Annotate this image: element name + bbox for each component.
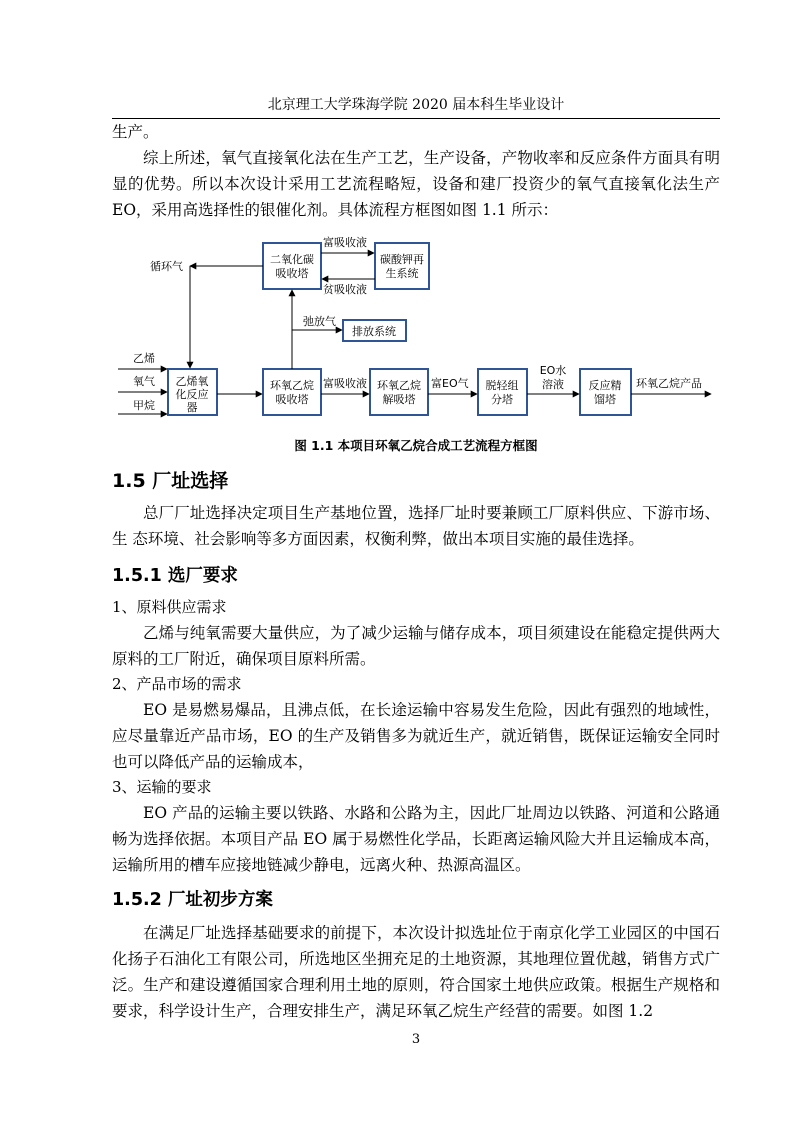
item-3-title: 3、运输的要求 [112, 778, 212, 796]
reactor-label-1: 乙烯氧 [175, 375, 209, 388]
item-2-title: 2、产品市场的需求 [112, 675, 242, 693]
item-2-paragraph: EO 是易燃易爆品，且沸点低，在长途运输中容易发生危险，因此有强烈的地域性，应尽量靠近产品市场，EO 的生产及销售多为就近生产，就近销售，既保证运输安全同时也可以降低产品的运输成本， [112, 701, 720, 771]
refiner-label-1: 反应精 [588, 379, 622, 392]
stripper-label-1: 脱轻组 [485, 379, 519, 392]
page-number: 3 [411, 1032, 421, 1047]
eo-absorber-label-2: 吸收塔 [275, 393, 309, 406]
refiner-label-2: 馏塔 [594, 393, 616, 406]
rich-liquor-label: 富吸收液 [323, 236, 367, 249]
reactor-label-3: 器 [186, 401, 198, 414]
input-ethylene-label: 乙烯 [133, 352, 155, 365]
lean-liquor-label: 贫吸收液 [323, 283, 367, 296]
eo-absorber-box [263, 369, 321, 415]
k2co3-regen-label-1: 碳酸钾再 [380, 253, 424, 266]
section-1-5-2-paragraph: 在满足厂址选择基础要求的前提下，本次设计拟选址位于南京化学工业园区的中国石化扬子石油化工有限公司，所选地区坐拥充足的土地资源，其地理位置优越，销售方式广泛。生产和建设遵循国家合理利用土地的原则，符合国家土地供应政策。根据生产规格和要求，科学设计生产，合理安排生产，满足环氧乙烷生产经营的需要。如图 1.2 [112, 924, 720, 1020]
co2-absorber-label-1: 二氧化碳 [270, 253, 314, 266]
process-flow-diagram [0, 0, 793, 440]
eo-aqueous-label-2: 溶液 [542, 378, 564, 391]
page-header: 北京理工大学珠海学院 2020 届本科生毕业设计 [267, 97, 565, 113]
k2co3-regen-box [375, 243, 429, 289]
input-methane-label: 甲烷 [133, 399, 155, 412]
intro-line: 生产。 [112, 123, 159, 141]
stripper-box [478, 369, 527, 415]
item-1-paragraph: 乙烯与纯氧需要大量供应，为了减少运输与储存成本，项目须建设在能稳定提供两大原料的工厂附近，确保项目原料所需。 [112, 624, 720, 668]
eo-absorber-label-1: 环氧乙烷 [270, 379, 314, 392]
vent-system-label: 排放系统 [352, 325, 396, 338]
intro-paragraph: 综上所述，氧气直接氧化法在生产工艺，生产设备，产物收率和反应条件方面具有明显的优势。所以本次设计采用工艺流程略短，设备和建厂投资少的氧气直接氧化法生产 EO，采用高选择性的银催化剂。具体流程方框图如图 1.1 所示： [112, 149, 720, 219]
k2co3-regen-label-2: 生系统 [385, 267, 419, 280]
reactor-label-2: 化反应 [175, 388, 209, 401]
co2-absorber-label-2: 吸收塔 [275, 267, 309, 280]
eo-aqueous-label-1: EO水 [539, 364, 567, 377]
item-3-paragraph: EO 产品的运输主要以铁路、水路和公路为主，因此厂址周边以铁路、河道和公路通畅为选择依据。本项目产品 EO 属于易燃性化学品，长距离运输风险大并且运输成本高，运输所用的槽车应接地链减少静电，远离火种、热源高温区。 [112, 804, 720, 874]
eo-desorber-label-2: 解吸塔 [382, 393, 416, 406]
rich-liquor2-label: 富吸收液 [323, 377, 367, 390]
item-1-title: 1、原料供应需求 [112, 598, 227, 616]
co2-absorber-box [263, 243, 321, 289]
recycle-gas-label: 循环气 [150, 260, 183, 273]
section-1-5-paragraph: 总厂厂址选择决定项目生产基地位置，选择厂址时要兼顾工厂原料供应、下游市场、生 态环境、社会影响等多方面因素，权衡利弊，做出本项目实施的最佳选择。 [112, 504, 720, 548]
figure-caption: 图 1.1 本项目环氧乙烷合成工艺流程方框图 [294, 438, 538, 453]
section-1-5-heading: 1.5 厂址选择 [112, 470, 229, 492]
stripper-label-2: 分塔 [491, 393, 513, 406]
eo-desorber-label-1: 环氧乙烷 [377, 379, 421, 392]
rich-eo-gas-label: 富EO气 [431, 377, 469, 390]
product-label: 环氧乙烷产品 [636, 377, 702, 390]
input-oxygen-label: 氧气 [133, 375, 155, 388]
eo-desorber-box [370, 369, 428, 415]
refiner-box [580, 369, 631, 415]
section-1-5-1-heading: 1.5.1 选厂要求 [112, 566, 238, 586]
purge-gas-label: 弛放气 [303, 315, 336, 328]
section-1-5-2-heading: 1.5.2 厂址初步方案 [112, 890, 273, 910]
